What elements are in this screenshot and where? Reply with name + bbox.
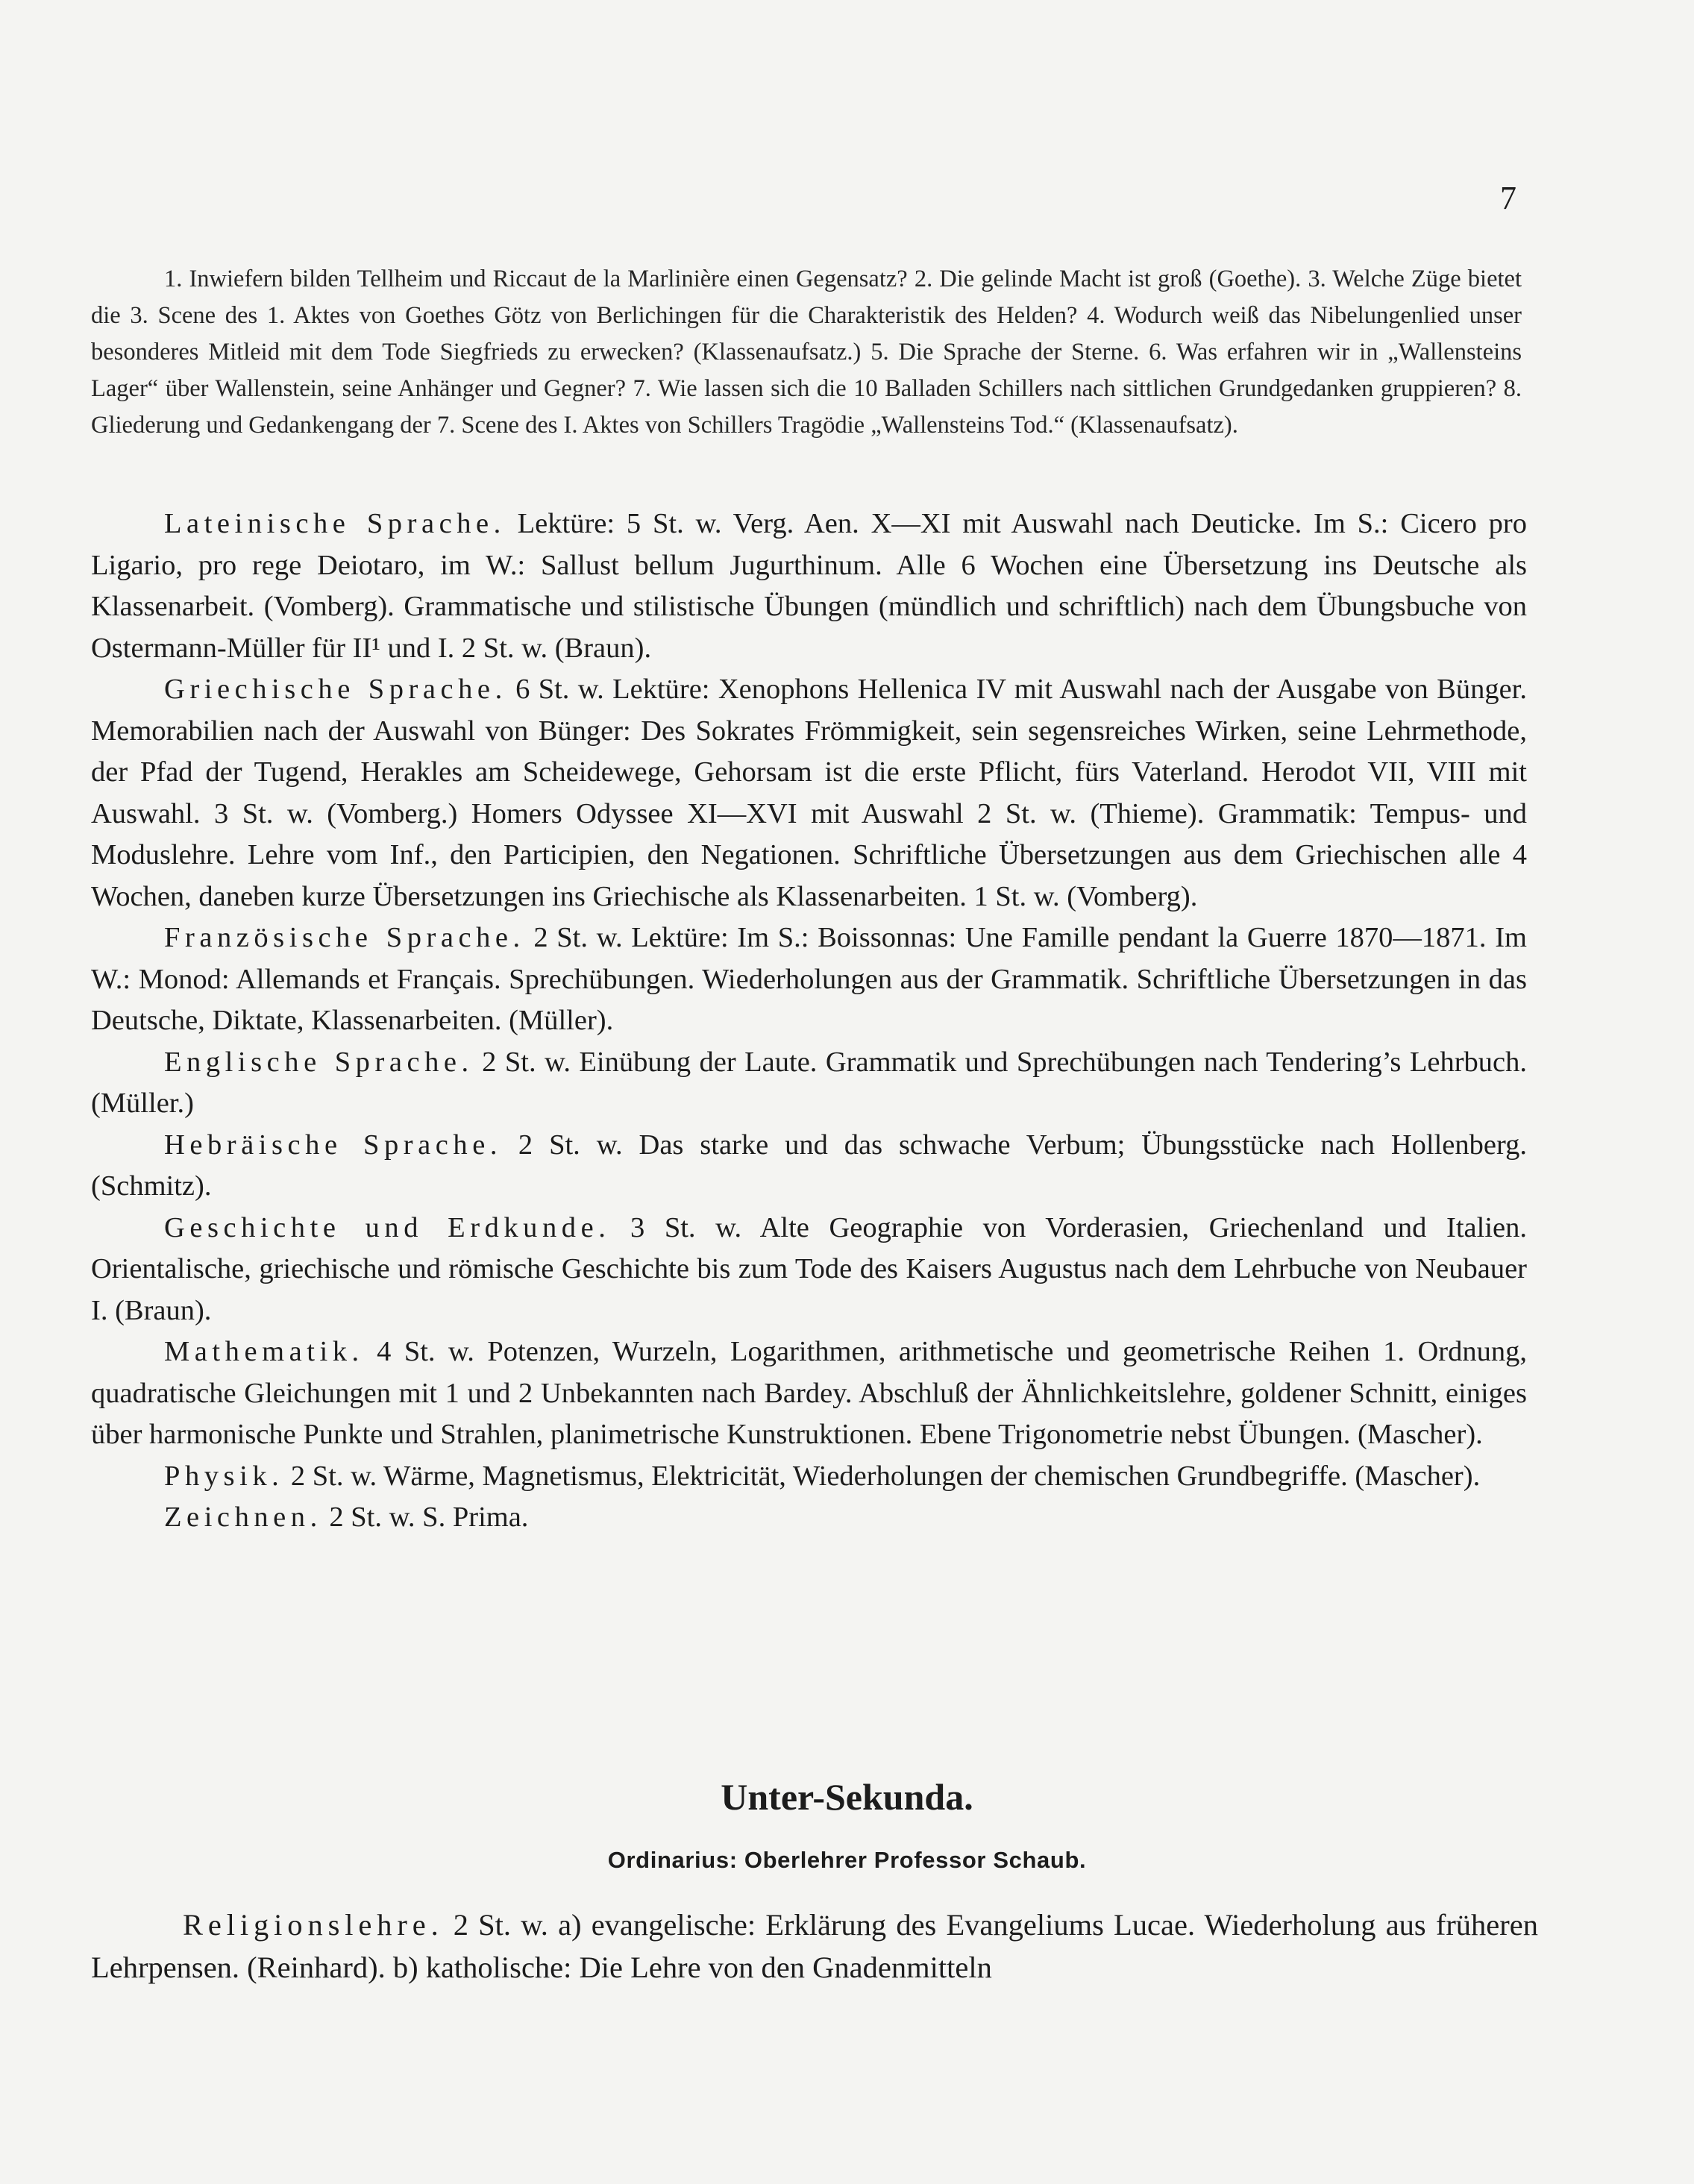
unter-sekunda-section <box>91 1904 1538 1989</box>
ordinarius-line: Ordinarius: Oberlehrer Professor Schaub. <box>607 1847 1087 1873</box>
subject-title: Englische Sprache. <box>164 1046 474 1078</box>
subject-text: 2 St. w. Wärme, Magnetismus, Elektricität, Wiederholungen der chemischen Grundbegriffe. (Mascher). <box>283 1460 1481 1492</box>
subject-title: Physik. <box>164 1460 284 1492</box>
subject-text: 2 St. w. S. Prima. <box>321 1502 529 1533</box>
subject-text: 3 St. w. Alte Geographie von Vorderasien, Griechenland und Italien. Orientalische, griechische und römische Geschichte bis zum Tode des Kaisers Augustus nach dem Lehrbuche von Neubauer I. (Braun). <box>91 1211 1527 1326</box>
subject-text: 2 St. w. Das starke und das schwache Verbum; Übungsstücke nach Hollenberg. (Schmitz). <box>91 1129 1527 1202</box>
subject-english <box>91 1042 1527 1125</box>
subject-drawing <box>91 1497 1527 1539</box>
subject-french <box>91 917 1527 1042</box>
subject-title: Geschichte und Erdkunde. <box>164 1211 611 1243</box>
subject-text: Lektüre: 5 St. w. Verg. Aen. X—XI mit Auswahl nach Deuticke. Im S.: Cicero pro Ligario, pro rege Deiotaro, im W.: Sallust bellum Jugurthinum. Alle 6 Wochen eine Übersetzung ins Deutsche als Klassenarbeit. (Vomberg). Grammatische und stilistische Übungen (mündlich und schriftlich) nach dem Übungsbuche von Ostermann-Müller für II¹ und I. 2 St. w. (Braun). <box>91 508 1527 664</box>
section-heading: Unter-Sekunda. <box>721 1776 973 1818</box>
subject-religion <box>91 1904 1538 1989</box>
subject-text: 2 St. w. a) evangelische: Erklärung des Evangeliums Lucae. Wiederholung aus früheren Lehrpensen. (Reinhard). b) katholische: Die Lehre von den Gnadenmitteln <box>91 1908 1538 1984</box>
subject-title: Griechische Sprache. <box>164 674 507 705</box>
subject-text: 6 St. w. Lektüre: Xenophons Hellenica IV mit Auswahl nach der Ausgabe von Bünger. Memorabilien nach der Auswahl von Bünger: Des Sokrates Frömmigkeit, sein segensreiches Wirken, seine Lehrmethode, der Pfad der Tugend, Herakles am Scheidewege, Gehorsam ist die erste Pflicht, fürs Vaterland. Herodot VII, VIII mit Auswahl. 3 St. w. (Vomberg.) Homers Odyssee XI—XVI mit Auswahl 2 St. w. (Thieme). Grammatik: Tempus- und Moduslehre. Lehre vom Inf., den Participien, den Negationen. Schriftliche Übersetzungen aus dem Griechischen alle 4 Wochen, daneben kurze Übersetzungen ins Griechische als Klassenarbeiten. 1 St. w. (Vomberg). <box>91 674 1527 912</box>
essay-topics-paragraph: 1. Inwiefern bilden Tellheim und Riccaut de la Marlinière einen Gegensatz? 2. Die gelinde Macht ist groß (Goethe). 3. Welche Züge bietet die 3. Scene des 1. Aktes von Goethes Götz von Berlichingen für die Charakteristik des Helden? 4. Wodurch weiß das Nibelungenlied unser besonderes Mitleid mit dem Tode Siegfrieds zu erwecken? (Klassenaufsatz.) 5. Die Sprache der Sterne. 6. Was erfahren wir in „Wallensteins Lager“ über Wallenstein, seine Anhänger und Gegner? 7. Wie lassen sich die 10 Balladen Schillers nach sittlichen Grundgedanken gruppieren? 8. Gliederung und Gedankengang der 7. Scene des I. Aktes von Schillers Tragödie „Wallensteins Tod.“ (Klassenaufsatz). <box>91 266 1522 439</box>
subject-hebrew <box>91 1125 1527 1208</box>
subject-latin <box>91 503 1527 669</box>
page-number: 7 <box>1500 180 1516 216</box>
subject-title: Zeichnen. <box>164 1502 322 1533</box>
subject-greek <box>91 669 1527 917</box>
essay-topics <box>91 261 1522 444</box>
subject-physics <box>91 1456 1527 1498</box>
subject-title: Hebräische Sprache. <box>164 1129 503 1161</box>
subject-text: 2 St. w. Lektüre: Im S.: Boissonnas: Une Famille pendant la Guerre 1870—1871. Im W.: Monod: Allemands et Français. Sprechübungen. Wiederholungen aus der Grammatik. Schriftliche Übersetzungen in das Deutsche, Diktate, Klassenarbeiten. (Müller). <box>91 922 1527 1036</box>
subject-title: Lateinische Sprache. <box>164 508 506 539</box>
subject-title: Mathematik. <box>164 1336 364 1367</box>
subject-title: Französische Sprache. <box>164 922 525 953</box>
subject-text: 4 St. w. Potenzen, Wurzeln, Logarithmen, arithmetische und geometrische Reihen 1. Ordnung, quadratische Gleichungen mit 1 und 2 Unbekannten nach Bardey. Abschluß der Ähnlichkeitslehre, goldener Schnitt, einiges über harmonische Punkte und Strahlen, planimetrische Kunstruktionen. Ebene Trigonometrie nebst Übungen. (Mascher). <box>91 1336 1527 1450</box>
subject-mathematics <box>91 1331 1527 1456</box>
subject-text: 2 St. w. Einübung der Laute. Grammatik und Sprechübungen nach Tendering’s Lehrbuch. (Müller.) <box>91 1046 1527 1119</box>
subject-title: Religionslehre. <box>183 1908 444 1942</box>
subjects-section <box>91 503 1527 1539</box>
subject-history <box>91 1208 1527 1332</box>
